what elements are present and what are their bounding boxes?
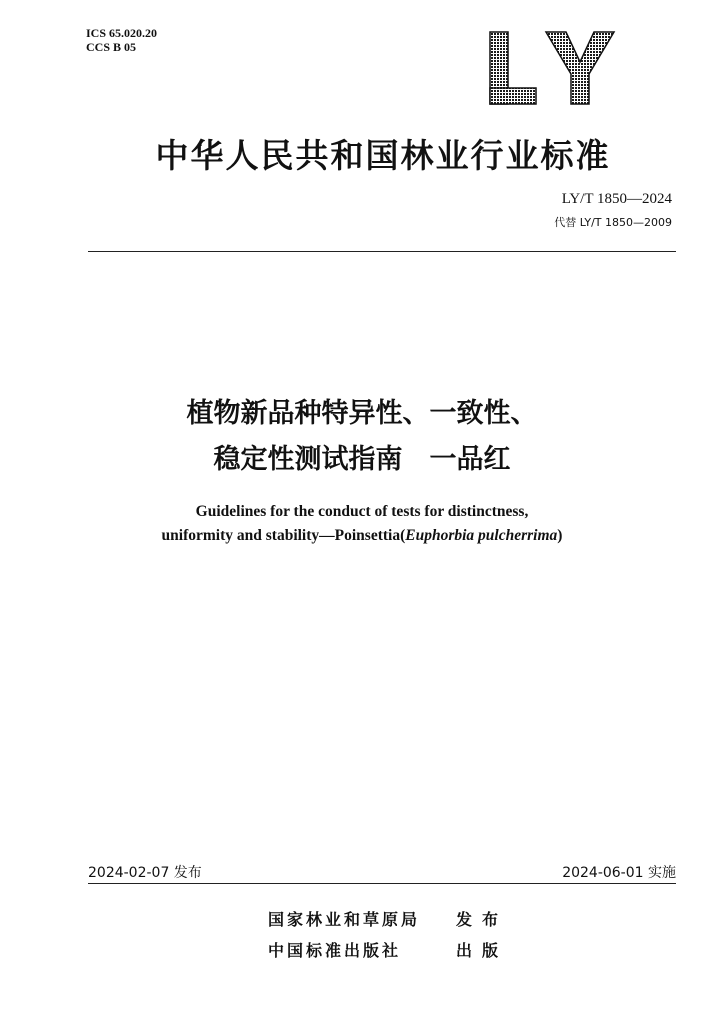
- implementation-date: 2024-06-01 实施: [562, 865, 676, 881]
- chinese-title-line-1: 植物新品种特异性、一致性、: [186, 398, 538, 429]
- footer-divider: [88, 883, 676, 884]
- chinese-title-line-2: 稳定性测试指南 一品红: [213, 444, 511, 475]
- english-title-close-paren: ): [557, 527, 563, 544]
- logo-letter-l: [490, 32, 536, 104]
- replaced-standard: 代替 LY/T 1850—2009: [554, 216, 672, 229]
- classification-codes: [86, 26, 157, 54]
- english-title-common-name: uniformity and stability—Poinsettia(: [161, 527, 406, 544]
- logo-letter-y: [546, 32, 614, 104]
- industry-standard-title: 中华人民共和国林业行业标准: [155, 136, 611, 175]
- issuing-authority: 国家林业和草原局: [268, 910, 421, 929]
- standard-number: LY/T 1850—2024: [561, 191, 672, 207]
- ly-logo: [488, 30, 616, 108]
- publisher: 中国标准出版社: [268, 941, 402, 960]
- issuing-action: 发布: [456, 910, 509, 929]
- english-title-scientific-name: Euphorbia pulcherrima: [405, 527, 558, 544]
- ics-code: ICS 65.020.20: [86, 26, 158, 40]
- header-divider: [88, 251, 676, 252]
- publishing-action: 出版: [456, 941, 509, 960]
- english-title-line-1: Guidelines for the conduct of tests for distinctness,: [195, 503, 529, 520]
- issue-date: 2024-02-07 发布: [88, 865, 202, 881]
- english-title-line-2: [40, 527, 684, 545]
- ccs-code: CCS B 05: [86, 40, 137, 54]
